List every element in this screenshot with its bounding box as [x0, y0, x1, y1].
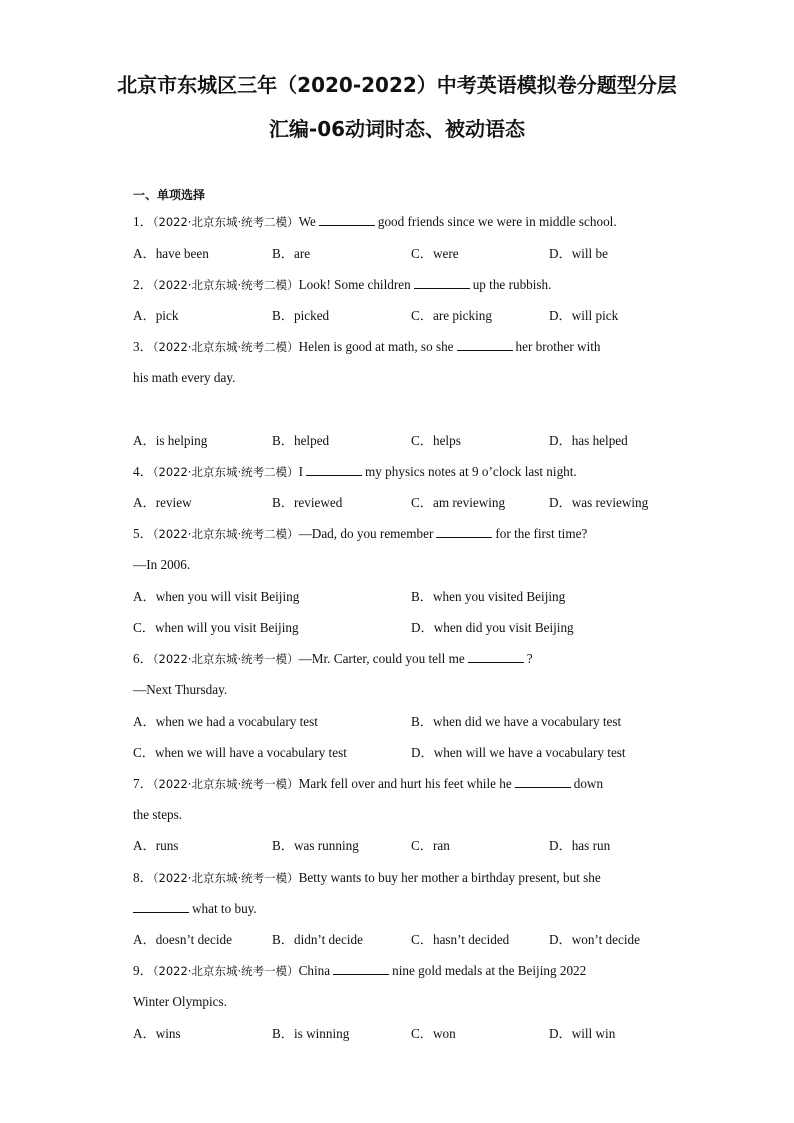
- question-number: 1．: [133, 214, 153, 229]
- question-stem-post: ?: [526, 651, 533, 666]
- option-a[interactable]: A．pick: [133, 308, 179, 323]
- option-d[interactable]: D．has helped: [549, 433, 628, 448]
- option-c[interactable]: C．won: [411, 1026, 456, 1041]
- question-stem-post: her brother with: [515, 339, 601, 354]
- question-stem-pre: We: [298, 214, 316, 229]
- question-number: 5．: [133, 526, 153, 541]
- question-stem-post: good friends since we were in middle school.: [377, 214, 617, 229]
- option-b[interactable]: B．are: [272, 246, 311, 261]
- option-b[interactable]: B．picked: [272, 308, 330, 323]
- option-b[interactable]: B．was running: [272, 838, 359, 853]
- question-stem-continuation: —In 2006.: [133, 557, 191, 572]
- question-stem-pre: China: [298, 963, 331, 978]
- question-number: 7．: [133, 776, 153, 791]
- option-b[interactable]: B．reviewed: [272, 495, 343, 510]
- option-d[interactable]: D．when will we have a vocabulary test: [411, 745, 626, 760]
- question-source: （2022·北京东城·统考一模）: [152, 871, 299, 885]
- question-stem-post: my physics notes at 9 o’clock last night.: [365, 464, 577, 479]
- question-8: [133, 869, 601, 887]
- question-number: 3．: [133, 339, 153, 354]
- answer-blank: [306, 463, 362, 476]
- question-stem-pre: Betty wants to buy her mother a birthday present, but she: [298, 870, 601, 885]
- question-4: [133, 463, 577, 481]
- option-d[interactable]: D．when did you visit Beijing: [411, 620, 574, 635]
- question-stem-continuation: his math every day.: [133, 370, 236, 385]
- option-d[interactable]: D．will be: [549, 246, 608, 261]
- option-b[interactable]: B．didn’t decide: [272, 932, 363, 947]
- option-b[interactable]: B．when did we have a vocabulary test: [411, 714, 622, 729]
- question-stem-continuation: —Next Thursday.: [133, 682, 228, 697]
- answer-blank: [515, 775, 571, 788]
- option-a[interactable]: A．have been: [133, 246, 209, 261]
- option-d[interactable]: D．will win: [549, 1026, 616, 1041]
- answer-blank: [414, 276, 470, 289]
- question-number: 8．: [133, 870, 153, 885]
- question-stem-post: nine gold medals at the Beijing 2022: [392, 963, 587, 978]
- question-source: （2022·北京东城·统考二模）: [152, 340, 299, 354]
- question-stem-post: down: [573, 776, 604, 791]
- option-c[interactable]: C．when we will have a vocabulary test: [133, 745, 347, 760]
- question-stem-post: for the first time?: [495, 526, 588, 541]
- question-9: [133, 962, 586, 980]
- option-c[interactable]: C．am reviewing: [411, 495, 506, 510]
- option-d[interactable]: D．will pick: [549, 308, 619, 323]
- option-d[interactable]: D．was reviewing: [549, 495, 649, 510]
- option-c[interactable]: C．helps: [411, 433, 461, 448]
- question-stem-pre: I: [298, 464, 304, 479]
- question-number: 2．: [133, 277, 153, 292]
- option-d[interactable]: D．won’t decide: [549, 932, 640, 947]
- question-source: （2022·北京东城·统考一模）: [152, 652, 299, 666]
- question-2: [133, 276, 551, 294]
- option-a[interactable]: A．runs: [133, 838, 179, 853]
- option-a[interactable]: A．wins: [133, 1026, 181, 1041]
- question-6: [133, 650, 533, 668]
- question-stem-pre: Helen is good at math, so she: [298, 339, 454, 354]
- question-stem-pre: Look! Some children: [298, 277, 411, 292]
- document-title-line-1: 北京市东城区三年（2020-2022）中考英语模拟卷分题型分层: [117, 73, 677, 97]
- question-stem-pre: —Mr. Carter, could you tell me: [298, 651, 465, 666]
- option-a[interactable]: A．when you will visit Beijing: [133, 589, 300, 604]
- answer-blank: [333, 962, 389, 975]
- answer-blank: [436, 525, 492, 538]
- section-heading: 一、单项选择: [133, 188, 206, 202]
- option-b[interactable]: B．helped: [272, 433, 330, 448]
- question-number: 6．: [133, 651, 153, 666]
- answer-blank: [319, 213, 375, 226]
- option-a[interactable]: A．is helping: [133, 433, 208, 448]
- option-a[interactable]: A．when we had a vocabulary test: [133, 714, 318, 729]
- question-source: （2022·北京东城·统考一模）: [152, 777, 299, 791]
- question-source: （2022·北京东城·统考二模）: [152, 527, 299, 541]
- option-d[interactable]: D．has run: [549, 838, 611, 853]
- option-c[interactable]: C．ran: [411, 838, 450, 853]
- answer-blank: [468, 650, 524, 663]
- question-7: [133, 775, 603, 793]
- option-b[interactable]: B．when you visited Beijing: [411, 589, 566, 604]
- question-stem-continuation: [133, 900, 257, 918]
- question-source: （2022·北京东城·统考二模）: [152, 465, 299, 479]
- answer-blank: [133, 900, 189, 913]
- option-b[interactable]: B．is winning: [272, 1026, 350, 1041]
- option-c[interactable]: C．hasn’t decided: [411, 932, 510, 947]
- option-c[interactable]: C．when will you visit Beijing: [133, 620, 299, 635]
- question-number: 4．: [133, 464, 153, 479]
- question-stem-pre: Mark fell over and hurt his feet while he: [298, 776, 512, 791]
- question-stem-post: up the rubbish.: [472, 277, 552, 292]
- question-1: [133, 213, 617, 231]
- option-c[interactable]: C．were: [411, 246, 459, 261]
- question-stem-continuation: Winter Olympics.: [133, 994, 227, 1009]
- question-source: （2022·北京东城·统考二模）: [152, 215, 299, 229]
- document-title-line-2: 汇编-06动词时态、被动语态: [268, 117, 526, 141]
- question-stem-pre: —Dad, do you remember: [298, 526, 434, 541]
- question-3: [133, 338, 601, 356]
- question-5: [133, 525, 587, 543]
- question-source: （2022·北京东城·统考一模）: [152, 964, 299, 978]
- option-a[interactable]: A．doesn’t decide: [133, 932, 233, 947]
- question-stem-continuation: the steps.: [133, 807, 183, 822]
- question-source: （2022·北京东城·统考二模）: [152, 278, 299, 292]
- question-stem-cont-text: what to buy.: [192, 901, 257, 916]
- question-number: 9．: [133, 963, 153, 978]
- option-a[interactable]: A．review: [133, 495, 192, 510]
- answer-blank: [457, 338, 513, 351]
- option-c[interactable]: C．are picking: [411, 308, 492, 323]
